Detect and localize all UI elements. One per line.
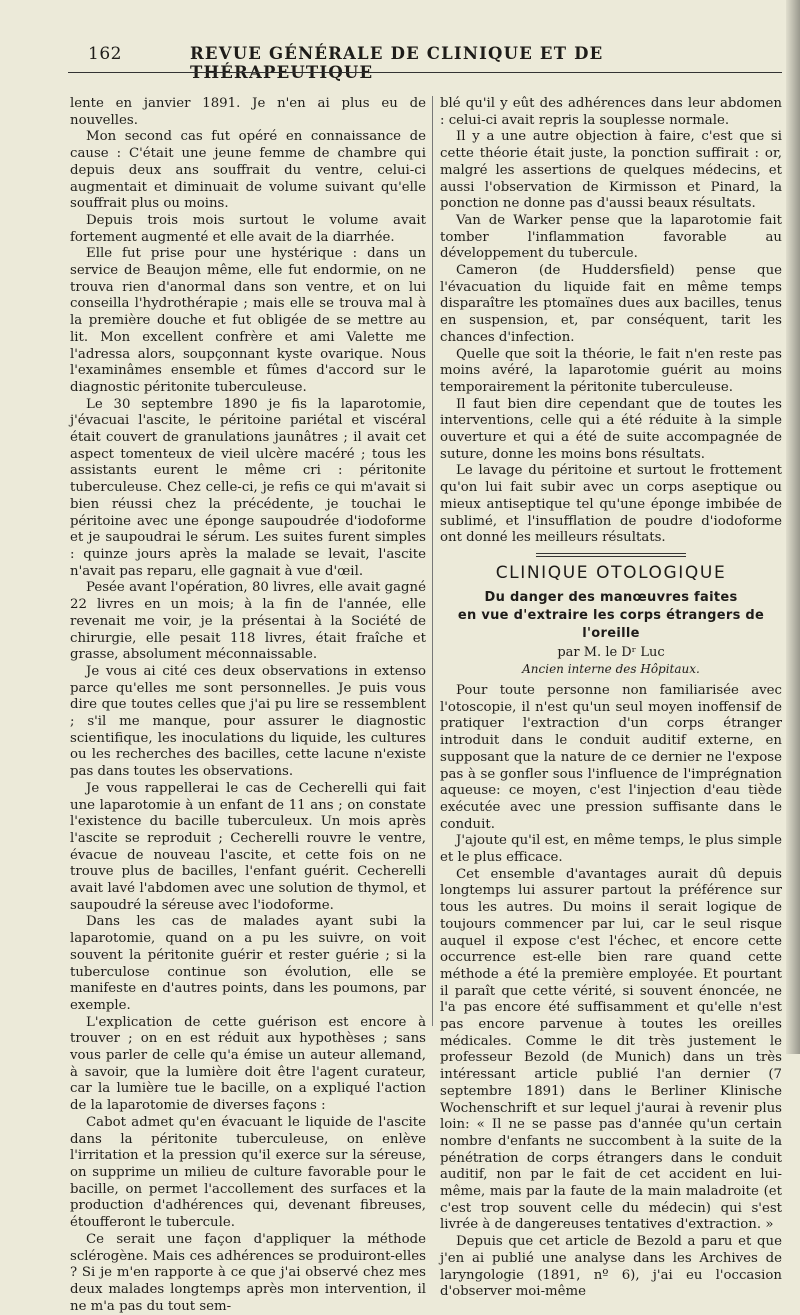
- paragraph: Depuis que cet article de Bezold a paru et que j'en ai publié une analyse dans les Archives de laryngologie (1891, nº 6), j'ai eu l'occasion d'observer moi-même: [440, 1234, 782, 1300]
- paragraph: Elle fut prise pour une hystérique : dans un service de Beaujon même, elle fut endormie, on ne trouva rien d'anormal dans son ventre, et on lui conseilla l'hydrothérapie ; mais elle se trouva mal à la première douche et fut obligée de se mettre au lit. Mon excellent confrère et ami Valette me l'adressa alors, soupçonnant kyste ovarique. Nous l'examinâmes ensemble et fûmes d'accord sur le diagnostic péritonite tuberculeuse.: [70, 246, 426, 395]
- paragraph: L'explication de cette guérison est encore à trouver ; on en est réduit aux hypothèses ; sans vous parler de celle qu'a émise un auteur allemand, à savoir, que la lumière doit être l'agent curateur, car la lumière tue le bacille, on a expliqué l'action de la laparotomie de diverses façons :: [70, 1014, 426, 1114]
- section-rule: [536, 553, 686, 554]
- paragraph: Ce serait une façon d'appliquer la méthode sclérogène. Mais ces adhérences se produiront-elles ? Si je m'en rapporte à ce que j'ai observé chez mes deux malades longtemps après mon intervention, il ne m'a pas du tout sem-: [70, 1231, 426, 1314]
- paragraph: Le lavage du péritoine et surtout le frottement qu'on lui fait subir avec un corps aseptique ou mieux antiseptique tel qu'une éponge imbibée de sublimé, et l'insufflation de poudre d'iodoforme ont donné les meilleurs résultats.: [440, 463, 782, 546]
- paragraph: Le 30 septembre 1890 je fis la laparotomie, j'évacuai l'ascite, le péritoine pariétal et viscéral était couvert de granulations jaunâtres ; il avait cet aspect tomenteux de vieil ulcère macéré ; tous les assistants eurent le même cri : péritonite tuberculeuse. Chez celle-ci, je refis ce qui m'avait si bien réussi chez la précédente, je touchai le péritoine avec une éponge saupoudrée d'iodoforme et je saupoudrai le sérum. Les suites furent simples : quinze jours après la malade se levait, l'ascite n'avait pas reparu, elle gagnait à vue d'œil.: [70, 396, 426, 579]
- page-edge-shadow: [786, 0, 800, 1054]
- paragraph: blé qu'il y eût des adhérences dans leur abdomen : celui-ci avait repris la souplesse normale.: [440, 96, 782, 128]
- paragraph: Cameron (de Huddersfield) pense que l'évacuation du liquide fait en même temps disparaître les ptomaïnes dues aux bacilles, tenus en suspension, et, par conséquent, tarit les chances d'infection.: [440, 263, 782, 345]
- paragraph: Cet ensemble d'avantages aurait dû depuis longtemps lui assurer partout la préférence sur tous les autres. Du moins il serait logique de toujours commencer par lui, car le seul risque auquel il expose c'est l'échec, et encore cette occurrence est-elle bien rare quand cette méthode a été la première employée. Et pourtant il paraît que cette vérité, si souvent énoncée, ne l'a pas encore été suffisamment et qu'elle n'est pas encore parvenue à toutes les oreilles médicales. Comme le dit très justement le professeur Bezold (de Munich) dans un très intéressant article publié l'an dernier (7 septembre 1891) dans le Berliner Klinische Wochenschrift et sur lequel j'aurai à revenir plus loin: « Il ne se passe pas d'année qu'un certain nombre d'enfants ne succombent à la suite de la pénétration de corps étrangers dans le conduit auditif, non par le fait de cet accident en lui-même, mais par la faute de la main maladroite (et c'est trop souvent celle du médecin) qui s'est livrée à de dangereuses tentatives d'extraction. »: [440, 866, 782, 1233]
- section-title: CLINIQUE OTOLOGIQUE: [495, 562, 727, 583]
- paragraph: Cabot admet qu'en évacuant le liquide de l'ascite dans la péritonite tuberculeuse, on enlève l'irritation et la pression qu'il exerce sur la séreuse, on supprime un milieu de culture favorable pour le bacille, on permet l'accollement des surfaces et la production d'adhérences qui, devenant fibreuses, étoufferont le tubercule.: [70, 1114, 426, 1231]
- paragraph: Il y a une autre objection à faire, c'est que si cette théorie était juste, la ponction suffirait : or, malgré les assertions de quelques médecins, et aussi l'observation de Kirmisson et Pinard, la ponction ne donne pas d'aussi beaux résultats.: [440, 129, 782, 212]
- paragraph: Je vous ai cité ces deux observations in extenso parce qu'elles me sont personnelles. Je puis vous dire que toutes celles que j'ai pu lire se ressemblent ; s'il me manque, pour assurer le diagnostic scientifique, les inoculations du liquide, les cultures ou les recherches des bacilles, cette lacune n'existe pas dans toutes les observations.: [70, 663, 426, 780]
- paragraph: Mon second cas fut opéré en connaissance de cause : C'était une jeune femme de chambre qui depuis deux ans souffrait du ventre, celui-ci augmentait et diminuait de volume suivant qu'elle souffrait plus ou moins.: [70, 129, 426, 212]
- page-number: 162: [88, 44, 122, 64]
- paragraph: Pour toute personne non familiarisée avec l'otoscopie, il n'est qu'un seul moyen inoffensif de pratiquer l'extraction d'un corps étranger introduit dans le conduit auditif externe, en supposant que la nature de ce dernier ne l'expose pas à se gonfler sous l'influence de l'imprégnation aqueuse: ce moyen, c'est l'injection d'eau tiède exécutée avec une pression suffisante dans le conduit.: [440, 682, 782, 832]
- left-column: [70, 96, 426, 1315]
- paragraph: J'ajoute qu'il est, en même temps, le plus simple et le plus efficace.: [440, 833, 782, 866]
- paragraph: Van de Warker pense que la laparotomie fait tomber l'inflammation favorable au développement du tubercule.: [440, 212, 782, 262]
- article-title-line-2: en vue d'extraire les corps étrangers de l'oreille: [457, 607, 765, 641]
- section-rule: [536, 556, 686, 557]
- paragraph: Dans les cas de malades ayant subi la laparotomie, quand on a pu les suivre, on voit souvent la péritonite guérir et rester guérie ; si la tuberculose continue son évolution, elle se manifeste en d'autres points, dans les poumons, par exemple.: [70, 914, 426, 1013]
- paragraph: Quelle que soit la théorie, le fait n'en reste pas moins avéré, la laparotomie guérit au moins temporairement la péritonite tuberculeuse.: [440, 346, 782, 395]
- right-column: [440, 96, 782, 1301]
- article-title-line-1: Du danger des manœuvres faites: [484, 589, 738, 605]
- paragraph: Depuis trois mois surtout le volume avait fortement augmenté et elle avait de la diarrhée.: [70, 212, 426, 245]
- running-title: REVUE GÉNÉRALE DE CLINIQUE ET DE THÉRAPEUTIQUE: [190, 44, 604, 82]
- paragraph: Il faut bien dire cependant que de toutes les interventions, celle qui a été réduite à la simple ouverture et qui a été de suite accompagnée de suture, donne les moins bons résultats.: [440, 396, 782, 462]
- column-divider: [432, 96, 433, 1026]
- paragraph: lente en janvier 1891. Je n'en ai plus eu de nouvelles.: [70, 96, 426, 128]
- paragraph: Pesée avant l'opération, 80 livres, elle avait gagné 22 livres en un mois; à la fin de l'année, elle revenait me voir, je la présentai à la Société de chirurgie, elle pesait 118 livres, était fraîche et grasse, absolument méconnaissable.: [70, 580, 426, 663]
- header-rule: [68, 72, 782, 73]
- article-author: par M. le Dʳ Luc: [557, 644, 665, 660]
- page-header: [70, 44, 780, 82]
- paragraph: Je vous rappellerai le cas de Cecherelli qui fait une laparotomie à un enfant de 11 ans ; on constate l'existence du bacille tuberculeux. Un mois après l'ascite se reproduit ; Cecherelli rouvre le ventre, évacue de nouveau l'ascite, et cette fois on ne trouve plus de bacilles, l'enfant guérit. Cecherelli avait lavé l'abdomen avec une solution de thymol, et saupoudré la séreuse avec l'iodoforme.: [70, 780, 426, 913]
- article-affiliation: Ancien interne des Hôpitaux.: [522, 661, 700, 676]
